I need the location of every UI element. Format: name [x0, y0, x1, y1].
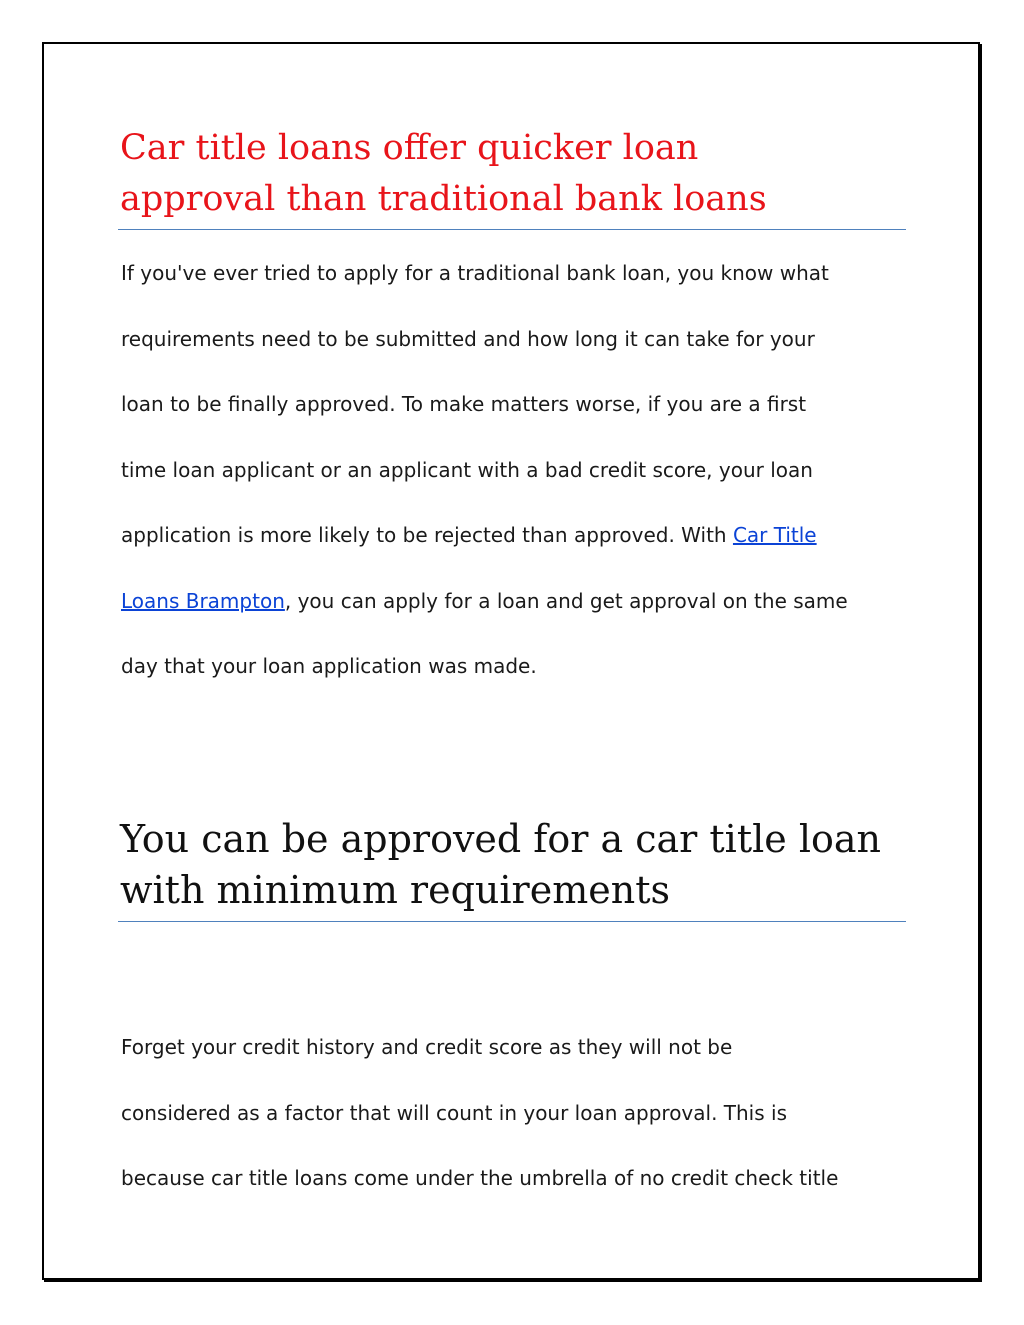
heading-underline-rule: [118, 229, 906, 230]
car-title-loans-brampton-link-continued[interactable]: Loans Brampton: [121, 588, 285, 613]
paragraph-line: loan to be finally approved. To make matters worse, if you are a first: [121, 392, 807, 416]
paragraph-line: day that your loan application was made.: [121, 654, 537, 678]
section-heading-minimum-requirements: [120, 814, 906, 916]
paragraph-line: because car title loans come under the umbrella of no credit check title: [121, 1166, 839, 1190]
car-title-loans-brampton-link[interactable]: Car Title: [732, 523, 817, 547]
paragraph-line: Forget your credit history and credit score as they will not be: [121, 1035, 733, 1059]
paragraph-text: , you can apply for a loan and get approval on the same: [284, 588, 848, 613]
paragraph-line: [121, 588, 911, 654]
paragraph-line: time loan applicant or an applicant with a bad credit score, your loan: [121, 457, 813, 482]
heading-line: approval than traditional bank loans: [120, 179, 767, 219]
paragraph-text: application is more likely to be rejected than approved. With: [121, 523, 733, 547]
section-heading-quicker-approval: [120, 123, 906, 225]
paragraph-line: requirements need to be submitted and how long it can take for your: [121, 326, 815, 351]
heading-line: You can be approved for a car title loan: [120, 817, 881, 861]
heading-line: Car title loans offer quicker loan: [120, 128, 699, 168]
paragraph-credit-history: [121, 1034, 911, 1231]
heading-line: with minimum requirements: [120, 868, 670, 912]
heading-underline-rule: [118, 921, 906, 922]
paragraph-bank-loans: [121, 260, 911, 719]
paragraph-line: If you've ever tried to apply for a traditional bank loan, you know what: [121, 261, 829, 285]
paragraph-line: considered as a factor that will count in your loan approval. This is: [121, 1100, 787, 1125]
paragraph-line: [121, 522, 911, 588]
